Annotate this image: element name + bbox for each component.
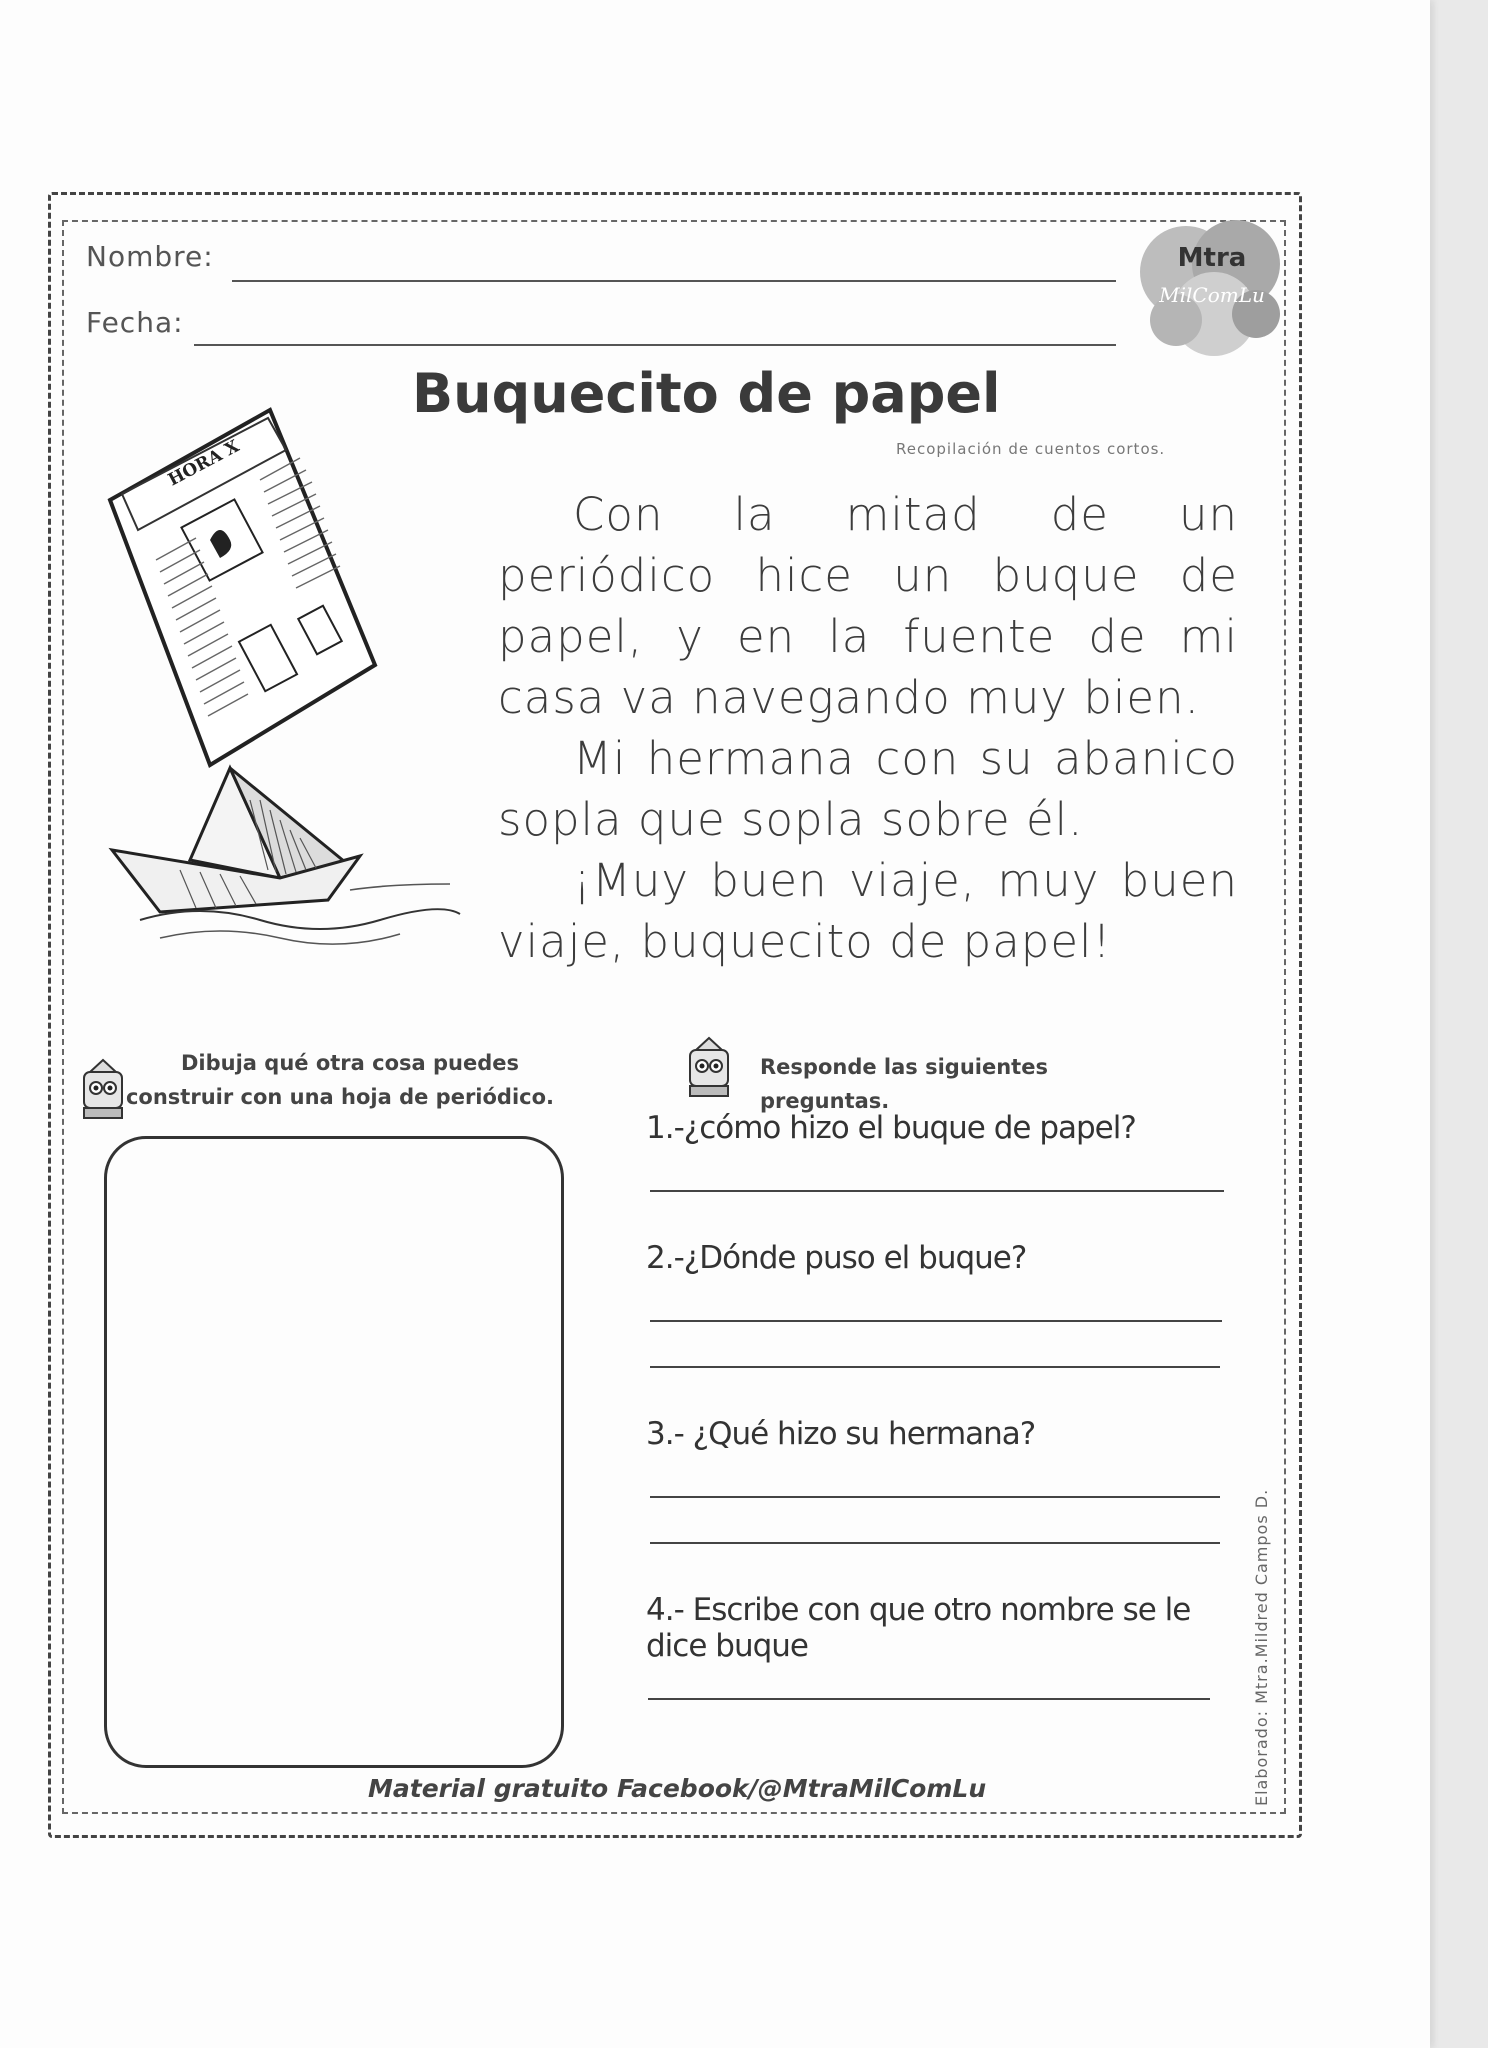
paper-boat-icon (112, 768, 460, 944)
story-paragraph-1: Con la mitad de un periódico hice un buque de papel, y en la fuente de mi casa va navegando muy bien. (498, 488, 1238, 724)
answer-line-3b[interactable] (650, 1542, 1220, 1544)
newspaper-label: HORA X (164, 436, 243, 491)
question-3: 3.- ¿Qué hizo su hermana? (646, 1416, 1036, 1452)
date-line[interactable] (194, 344, 1116, 346)
answer-line-1[interactable] (650, 1190, 1224, 1192)
questions-instruction: Responde las siguientes preguntas. (760, 1055, 1048, 1113)
author-credit: Elaborado: Mtra.Mildred Campos D. (1252, 1488, 1271, 1806)
story-source: Recopilación de cuentos cortos. (896, 440, 1166, 458)
newspaper-boat-illustration (100, 390, 480, 960)
story-title: Buquecito de papel (412, 362, 1001, 425)
answer-line-2a[interactable] (650, 1320, 1222, 1322)
story-paragraph-3: ¡Muy buen viaje, muy buen viaje, buquecito de papel! (498, 854, 1238, 968)
question-1: 1.-¿cómo hizo el buque de papel? (646, 1110, 1136, 1146)
answer-line-2b[interactable] (650, 1366, 1220, 1368)
drawing-area[interactable] (104, 1136, 564, 1768)
date-label: Fecha: (86, 306, 184, 339)
question-2: 2.-¿Dónde puso el buque? (646, 1240, 1027, 1276)
draw-instruction-line-1: Dibuja qué otra cosa puedes (181, 1051, 519, 1075)
author-logo (1126, 202, 1296, 372)
story-text (498, 484, 1238, 972)
pencil-mascot-icon (684, 1036, 734, 1098)
answer-line-3a[interactable] (650, 1496, 1220, 1498)
answer-line-4[interactable] (648, 1698, 1210, 1700)
name-line[interactable] (232, 280, 1116, 282)
story-paragraph-2: Mi hermana con su abanico sopla que sopla sobre él. (498, 732, 1238, 846)
draw-instruction (125, 1046, 570, 1114)
question-4: 4.- Escribe con que otro nombre se le dice buque (646, 1592, 1191, 1664)
name-label: Nombre: (86, 240, 214, 273)
draw-instruction-line-2: construir con una hoja de periódico. (125, 1085, 555, 1109)
newspaper-icon (110, 410, 375, 765)
logo-title: Mtra (1177, 243, 1247, 273)
logo-subtitle: MilComLu (1159, 283, 1265, 307)
footer-credit: Material gratuito Facebook/@MtraMilComLu (368, 1774, 987, 1803)
